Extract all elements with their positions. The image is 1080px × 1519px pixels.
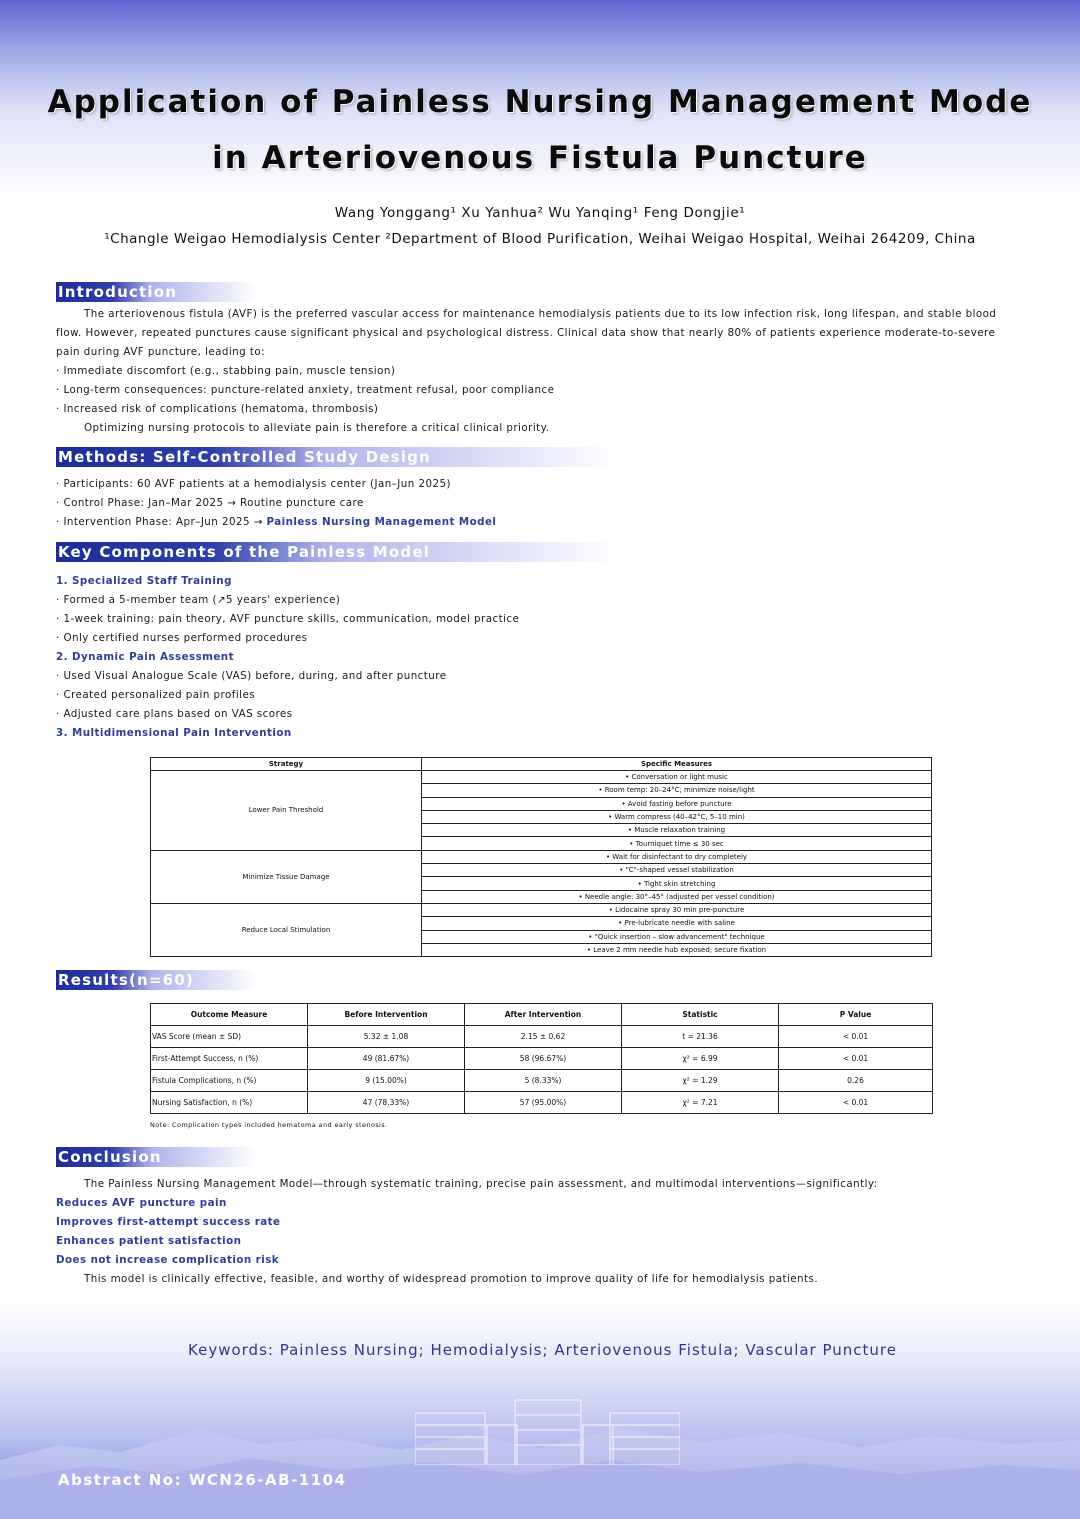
components-sub-2-item-2: · Created personalized pain profiles <box>56 689 256 701</box>
results-cell: χ² = 1.29 <box>622 1070 779 1092</box>
results-cell: χ² = 6.99 <box>622 1048 779 1070</box>
results-cell: 47 (78.33%) <box>308 1092 465 1114</box>
measure-cell: • Tourniquet time ≤ 30 sec <box>422 837 932 850</box>
measure-cell: • "Quick insertion – slow advancement" technique <box>422 930 932 943</box>
results-cell: < 0.01 <box>779 1026 933 1048</box>
table-row <box>151 1026 933 1048</box>
strategy-cell: Minimize Tissue Damage <box>151 850 422 903</box>
results-cell: χ² = 7.21 <box>622 1092 779 1114</box>
strategy-col-header: Strategy <box>151 758 422 771</box>
intro-closing: Optimizing nursing protocols to alleviate pain is therefore a critical clinical priority. <box>84 422 550 434</box>
conclusion-heading-bar <box>56 1147 256 1167</box>
intro-bullet-3: · Increased risk of complications (hematoma, thrombosis) <box>56 403 379 415</box>
conclusion-point-3: Enhances patient satisfaction <box>56 1235 242 1247</box>
results-cell: Nursing Satisfaction, n (%) <box>151 1092 308 1114</box>
methods-line-3-prefix: · Intervention Phase: Apr–Jun 2025 → <box>56 516 267 528</box>
results-cell: < 0.01 <box>779 1092 933 1114</box>
components-sub-1-item-3: · Only certified nurses performed procedures <box>56 632 308 644</box>
results-cell: 9 (15.00%) <box>308 1070 465 1092</box>
measure-cell: • Avoid fasting before puncture <box>422 797 932 810</box>
measure-cell: • Muscle relaxation training <box>422 824 932 837</box>
conclusion-point-2: Improves first-attempt success rate <box>56 1216 281 1228</box>
table-row <box>151 1092 933 1114</box>
conclusion-closing: This model is clinically effective, feasible, and worthy of widespread promotion to improve quality of life for hemodialysis patients. <box>84 1273 819 1285</box>
conclusion-intro: The Painless Nursing Management Model—through systematic training, precise pain assessment, and multimodal interventions—significantly: <box>84 1178 878 1190</box>
strategy-table <box>150 757 932 957</box>
author-list: Wang Yonggang¹ Xu Yanhua² Wu Yanqing¹ Feng Dongjie¹ <box>334 205 746 221</box>
results-header-cell: Outcome Measure <box>151 1004 308 1026</box>
poster-title-line1: Application of Painless Nursing Management Mode <box>47 84 1033 120</box>
methods-heading-bar <box>56 447 616 467</box>
results-table-note: Note: Complication types included hematoma and early stenosis. <box>150 1121 388 1129</box>
introduction-paragraph: The arteriovenous fistula (AVF) is the preferred vascular access for maintenance hemodialysis patients due to its low infection risk, long lifespan, and stable blood flow. However, repeated punctures cause significant physical and psychological distress. Clinical data show that nearly 80% of patients experience moderate-to-severe pain during AVF puncture, leading to: <box>56 308 997 358</box>
intro-bullet-2: · Long-term consequences: puncture-related anxiety, treatment refusal, poor compliance <box>56 384 555 396</box>
results-header-cell: After Intervention <box>465 1004 622 1026</box>
components-sub-1: 1. Specialized Staff Training <box>56 575 232 587</box>
conclusion-point-1: Reduces AVF puncture pain <box>56 1197 227 1209</box>
results-cell: 2.15 ± 0.62 <box>465 1026 622 1048</box>
introduction-heading: Introduction <box>58 283 178 301</box>
results-cell: Fistula Complications, n (%) <box>151 1070 308 1092</box>
results-cell: 57 (95.00%) <box>465 1092 622 1114</box>
components-sub-2: 2. Dynamic Pain Assessment <box>56 651 234 663</box>
results-cell: t = 21.36 <box>622 1026 779 1048</box>
components-heading: Key Components of the Painless Model <box>58 543 431 561</box>
results-table <box>150 1003 933 1114</box>
measure-cell: • Leave 2 mm needle hub exposed; secure fixation <box>422 943 932 956</box>
table-row <box>151 1070 933 1092</box>
measure-cell: • Needle angle: 30°–45° (adjusted per vessel condition) <box>422 890 932 903</box>
results-heading-bar <box>56 970 256 990</box>
table-row <box>151 1048 933 1070</box>
measure-cell: • Lidocaine spray 30 min pre-puncture <box>422 903 932 916</box>
intro-bullet-1: · Immediate discomfort (e.g., stabbing pain, muscle tension) <box>56 365 396 377</box>
results-heading: Results(n=60) <box>58 971 195 989</box>
methods-line-3-highlight: Painless Nursing Management Model <box>266 516 497 528</box>
abstract-number: Abstract No: WCN26-AB-1104 <box>58 1471 347 1489</box>
results-cell: 58 (96.67%) <box>465 1048 622 1070</box>
measure-cell: • Room temp: 20–24°C; minimize noise/light <box>422 784 932 797</box>
measure-cell: • Tight skin stretching <box>422 877 932 890</box>
strategy-cell: Reduce Local Stimulation <box>151 903 422 956</box>
methods-line-2: · Control Phase: Jan–Mar 2025 → Routine puncture care <box>56 497 364 509</box>
methods-heading: Methods: Self-Controlled Study Design <box>58 448 431 466</box>
results-header-cell: Before Intervention <box>308 1004 465 1026</box>
components-sub-2-item-3: · Adjusted care plans based on VAS scores <box>56 708 293 720</box>
components-sub-1-item-1: · Formed a 5-member team (↗5 years' experience) <box>56 594 341 606</box>
methods-line-1: · Participants: 60 AVF patients at a hemodialysis center (Jan–Jun 2025) <box>56 478 451 490</box>
conclusion-heading: Conclusion <box>58 1148 162 1166</box>
components-sub-1-item-2: · 1-week training: pain theory, AVF puncture skills, communication, model practice <box>56 613 520 625</box>
measure-cell: • Conversation or light music <box>422 771 932 784</box>
methods-line-3 <box>56 513 1016 532</box>
results-header-cell: Statistic <box>622 1004 779 1026</box>
keywords: Keywords: Painless Nursing; Hemodialysis; Arteriovenous Fistula; Vascular Puncture <box>188 1341 897 1359</box>
measure-cell: • Warm compress (40–42°C, 5–10 min) <box>422 810 932 823</box>
results-header-cell: P Value <box>779 1004 933 1026</box>
measures-col-header: Specific Measures <box>422 758 932 771</box>
measure-cell: • Pre-lubricate needle with saline <box>422 917 932 930</box>
results-cell: 5.32 ± 1.08 <box>308 1026 465 1048</box>
results-cell: 0.26 <box>779 1070 933 1092</box>
results-cell: VAS Score (mean ± SD) <box>151 1026 308 1048</box>
results-cell: 5 (8.33%) <box>465 1070 622 1092</box>
results-cell: 49 (81.67%) <box>308 1048 465 1070</box>
conclusion-point-4: Does not increase complication risk <box>56 1254 280 1266</box>
measure-cell: • Wait for disinfectant to dry completely <box>422 850 932 863</box>
components-heading-bar <box>56 542 616 562</box>
results-cell: First-Attempt Success, n (%) <box>151 1048 308 1070</box>
affiliations: ¹Changle Weigao Hemodialysis Center ²Department of Blood Purification, Weihai Weigao Hospital, Weihai 264209, China <box>104 231 976 247</box>
components-sub-3: 3. Multidimensional Pain Intervention <box>56 727 292 739</box>
poster-title-line2: in Arteriovenous Fistula Puncture <box>212 140 868 176</box>
strategy-cell: Lower Pain Threshold <box>151 771 422 851</box>
introduction-heading-bar <box>56 282 256 302</box>
measure-cell: • "C"-shaped vessel stabilization <box>422 864 932 877</box>
results-cell: < 0.01 <box>779 1048 933 1070</box>
components-sub-2-item-1: · Used Visual Analogue Scale (VAS) before, during, and after puncture <box>56 670 447 682</box>
